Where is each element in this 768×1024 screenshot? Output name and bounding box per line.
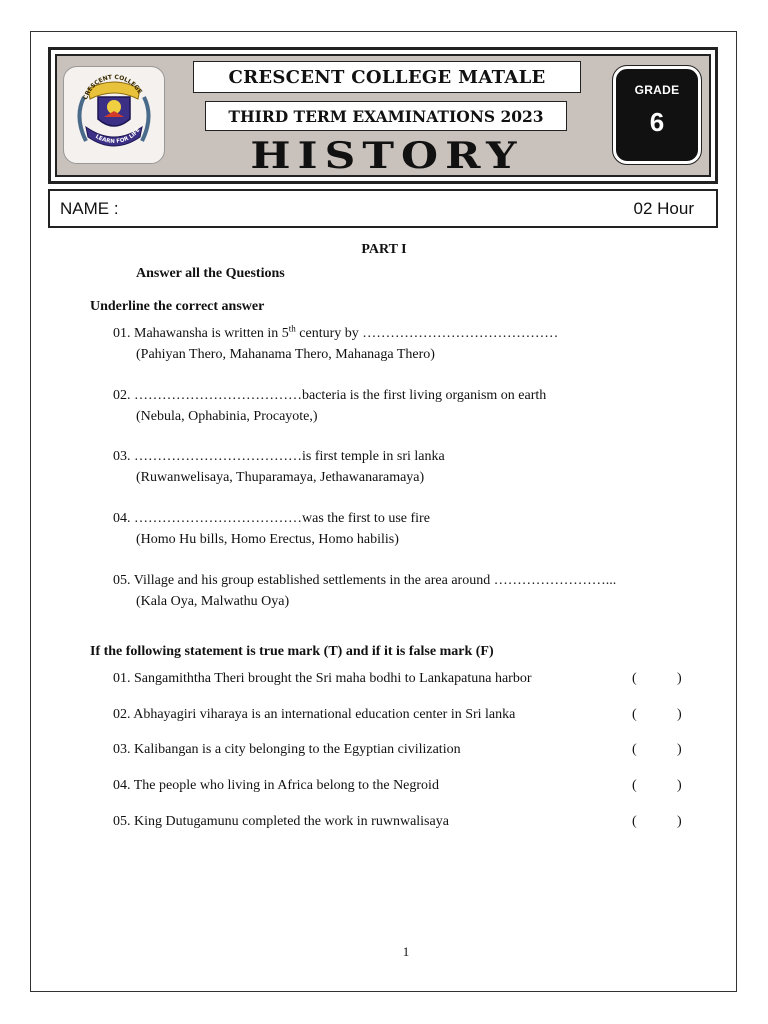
name-row — [48, 189, 718, 228]
grade-badge — [613, 66, 701, 164]
page-number: 1 — [402, 944, 410, 959]
question-1-post: century by …………………………………… — [295, 326, 559, 341]
question-3-options: (Ruwanwelisaya, Thuparamaya, Jethawanaramaya) — [136, 470, 425, 485]
answer-open-paren: ( — [632, 707, 637, 722]
question-5: 05. Village and his group established settlements in the area around ……………………... — [113, 573, 617, 588]
instruction: Answer all the Questions — [136, 266, 285, 281]
question-1-options: (Pahiyan Thero, Mahanama Thero, Mahanaga Thero) — [136, 347, 435, 362]
question-4-options: (Homo Hu bills, Homo Erectus, Homo habilis) — [136, 532, 399, 547]
subject-title: HISTORY — [250, 135, 524, 177]
statement-5: 05. King Dutugamunu completed the work in ruwnwalisaya — [113, 814, 449, 829]
statement-2: 02. Abhayagiri viharaya is an international education center in Sri lanka — [113, 707, 516, 722]
section2-heading: If the following statement is true mark (T) and if it is false mark (F) — [90, 644, 494, 659]
question-1-pre: 01. Mahawansha is written in 5 — [113, 326, 289, 341]
answer-close-paren: ) — [677, 707, 682, 722]
question-2-options: (Nebula, Ophabinia, Procayote,) — [136, 409, 318, 424]
name-label: NAME : — [60, 199, 119, 218]
exam-header-banner — [48, 47, 718, 184]
answer-close-paren: ) — [677, 778, 682, 793]
grade-label: GRADE — [634, 83, 680, 97]
question-1 — [113, 323, 559, 342]
logo-bottom-text: LEARN FOR LIFE — [94, 127, 142, 145]
college-name: CRESCENT COLLEGE MATALE — [193, 61, 581, 93]
part-title: PART I — [361, 242, 407, 257]
answer-open-paren: ( — [632, 814, 637, 829]
banner-inner — [55, 54, 711, 177]
answer-close-paren: ) — [677, 814, 682, 829]
statement-3: 03. Kalibangan is a city belonging to the Egyptian civilization — [113, 742, 461, 757]
logo-top-text: CRESCENT COLLEGE — [82, 73, 144, 101]
answer-open-paren: ( — [632, 778, 637, 793]
exam-duration: 02 Hour — [633, 199, 694, 218]
question-1-sup: th — [288, 323, 296, 334]
answer-open-paren: ( — [632, 742, 637, 757]
question-5-options: (Kala Oya, Malwathu Oya) — [136, 594, 290, 609]
college-logo — [63, 66, 165, 164]
answer-close-paren: ) — [677, 742, 682, 757]
statement-4: 04. The people who living in Africa belong to the Negroid — [113, 778, 439, 793]
college-crest-icon — [64, 67, 164, 163]
question-4: 04. ………………………………was the first to use fire — [113, 511, 430, 526]
grade-value: 6 — [649, 107, 665, 137]
section1-heading: Underline the correct answer — [90, 299, 265, 314]
answer-close-paren: ) — [677, 671, 682, 686]
exam-title: THIRD TERM EXAMINATIONS 2023 — [205, 101, 567, 131]
statement-1: 01. Sangamiththa Theri brought the Sri maha bodhi to Lankapatuna harbor — [113, 671, 532, 686]
question-3: 03. ………………………………is first temple in sri lanka — [113, 449, 445, 464]
answer-open-paren: ( — [632, 671, 637, 686]
question-2: 02. ………………………………bacteria is the first living organism on earth — [113, 388, 547, 403]
